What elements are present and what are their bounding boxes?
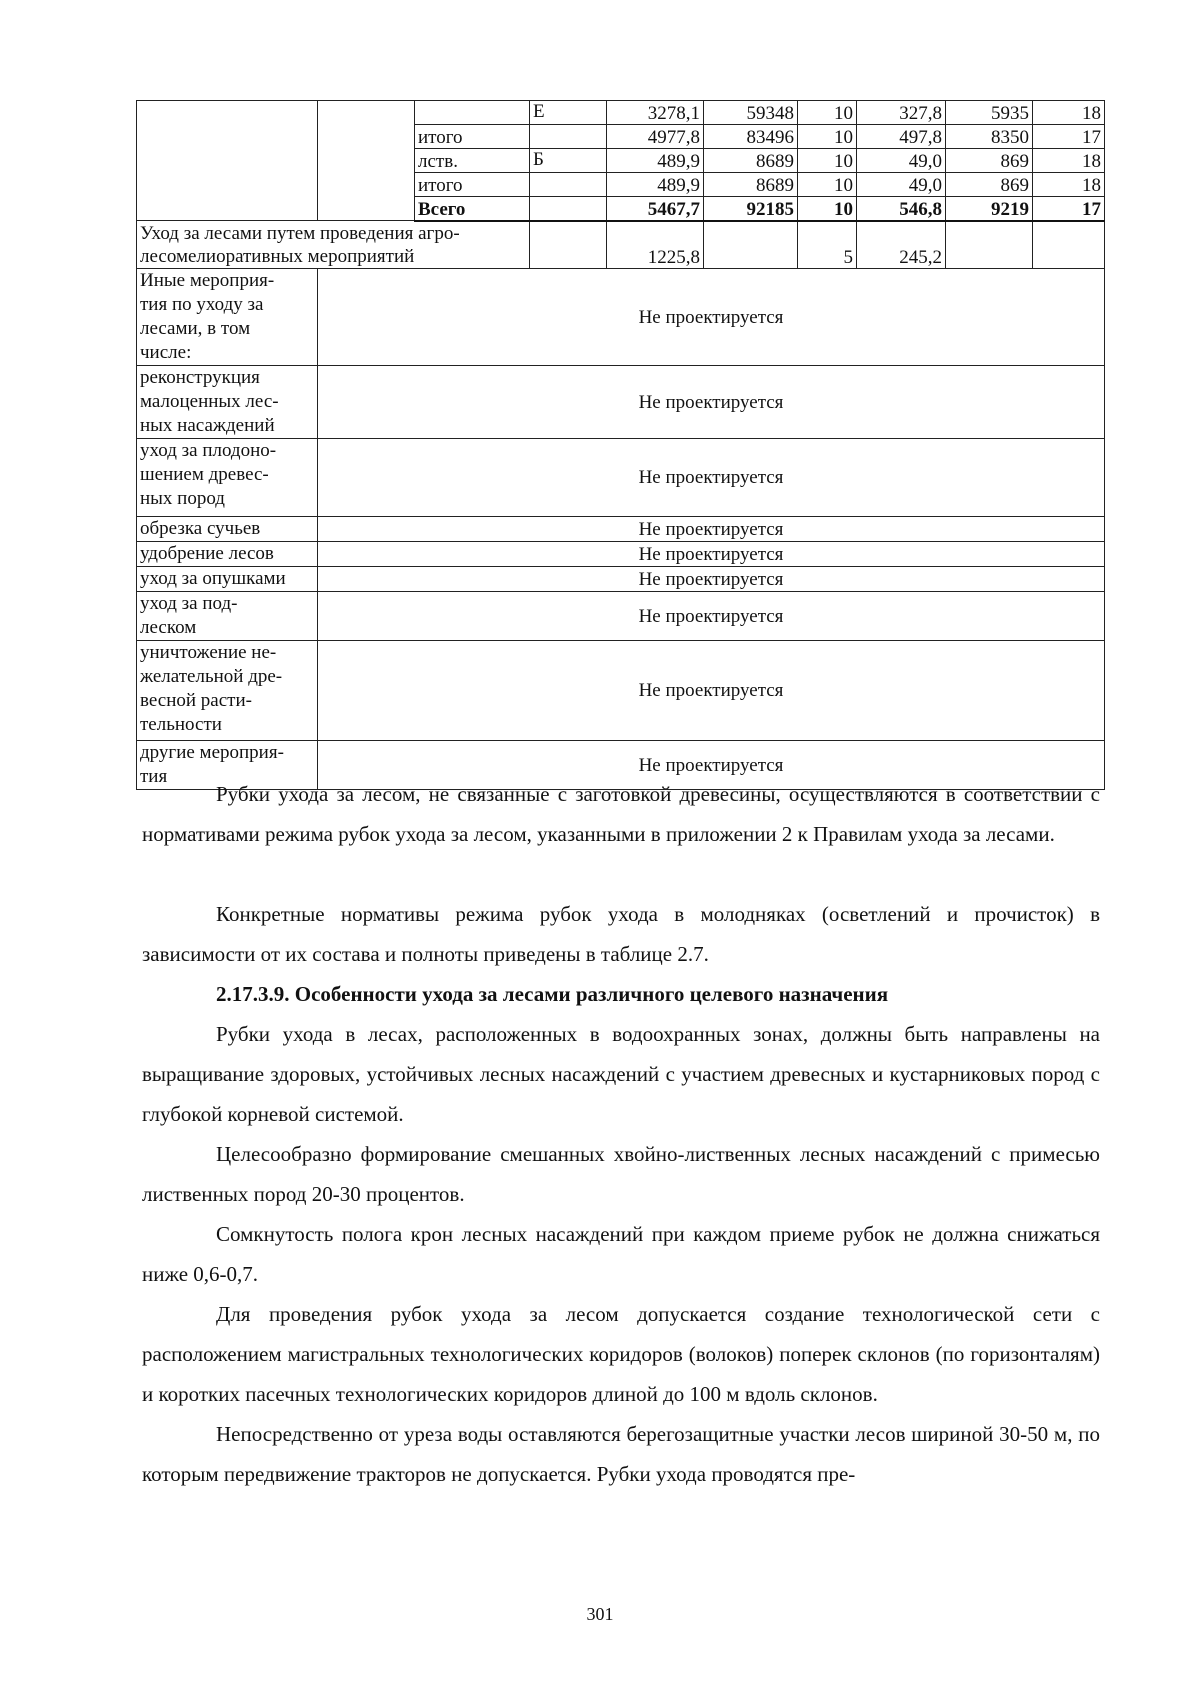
annual-area-cell: 49,0 bbox=[857, 173, 946, 197]
activity-label-cell: реконструкция малоценных лес- ных насаждений bbox=[137, 366, 318, 439]
activity-status-cell: Не проектируется bbox=[318, 592, 1105, 641]
table-row bbox=[137, 269, 1105, 366]
intensity-cell: 18 bbox=[1033, 173, 1105, 197]
period-cell: 10 bbox=[798, 197, 857, 221]
group-cell: итого bbox=[415, 125, 530, 149]
period-cell: 10 bbox=[798, 125, 857, 149]
activity-status-cell: Не проектируется bbox=[318, 542, 1105, 567]
activity-status-cell: Не проектируется bbox=[318, 567, 1105, 592]
activity-status-cell: Не проектируется bbox=[318, 269, 1105, 366]
table-row bbox=[137, 567, 1105, 592]
empty-cell bbox=[137, 101, 318, 221]
area-cell: 489,9 bbox=[607, 149, 704, 173]
species-cell: Е bbox=[530, 101, 607, 125]
volume-cell: 59348 bbox=[704, 101, 798, 125]
annual-area-cell: 49,0 bbox=[857, 149, 946, 173]
forest-care-table bbox=[136, 100, 1105, 790]
activity-label-cell: уничтожение не- желательной дре- весной расти- тельности bbox=[137, 641, 318, 741]
annual-area-cell: 245,2 bbox=[857, 221, 946, 269]
annual-area-cell: 327,8 bbox=[857, 101, 946, 125]
table-row bbox=[137, 542, 1105, 567]
annual-area-cell: 546,8 bbox=[857, 197, 946, 221]
period-cell: 10 bbox=[798, 173, 857, 197]
area-cell: 5467,7 bbox=[607, 197, 704, 221]
annual-volume-cell bbox=[946, 221, 1033, 269]
activity-label-cell: обрезка сучьев bbox=[137, 517, 318, 542]
area-cell: 4977,8 bbox=[607, 125, 704, 149]
table-row bbox=[137, 641, 1105, 741]
table-row bbox=[137, 517, 1105, 542]
activity-label-cell: Иные мероприя- тия по уходу за лесами, в том числе: bbox=[137, 269, 318, 366]
paragraph-7: Непосредственно от уреза воды оставляются берегозащитные участки лесов шириной 30-50 м, по которым передвижение тракторов не допускается. Рубки ухода проводятся пре- bbox=[142, 1422, 1100, 1486]
activity-status-cell: Не проектируется bbox=[318, 366, 1105, 439]
annual-volume-cell: 9219 bbox=[946, 197, 1033, 221]
intensity-cell: 17 bbox=[1033, 197, 1105, 221]
species-cell bbox=[530, 173, 607, 197]
volume-cell bbox=[704, 221, 798, 269]
activity-label-cell: уход за под- леском bbox=[137, 592, 318, 641]
species-cell bbox=[530, 221, 607, 269]
table-row bbox=[137, 221, 1105, 269]
empty-cell bbox=[318, 101, 415, 221]
volume-cell: 83496 bbox=[704, 125, 798, 149]
group-cell bbox=[415, 101, 530, 125]
annual-volume-cell: 8350 bbox=[946, 125, 1033, 149]
table-row bbox=[137, 592, 1105, 641]
period-cell: 10 bbox=[798, 149, 857, 173]
area-cell: 1225,8 bbox=[607, 221, 704, 269]
period-cell: 10 bbox=[798, 101, 857, 125]
paragraph-3: Рубки ухода в лесах, расположенных в водоохранных зонах, должны быть направлены на выращивание здоровых, устойчивых лесных насаждений с участием древесных и кустарниковых пород с глубокой корневой системой. bbox=[142, 1022, 1100, 1126]
paragraph-1: Рубки ухода за лесом, не связанные с заготовкой древесины, осуществляются в соответствии с нормативами режима рубок ухода за лесом, указанными в приложении 2 к Правилам ухода за лесами. bbox=[142, 782, 1100, 846]
species-cell: Б bbox=[530, 149, 607, 173]
group-cell: итого bbox=[415, 173, 530, 197]
annual-volume-cell: 5935 bbox=[946, 101, 1033, 125]
activity-label-cell: удобрение лесов bbox=[137, 542, 318, 567]
species-cell bbox=[530, 197, 607, 221]
area-cell: 489,9 bbox=[607, 173, 704, 197]
period-cell: 5 bbox=[798, 221, 857, 269]
table-row bbox=[137, 439, 1105, 517]
group-cell: Всего bbox=[415, 197, 530, 221]
agro-label-cell: Уход за лесами путем проведения агро- лесомелиоративных мероприятий bbox=[137, 221, 530, 269]
table-row bbox=[137, 101, 1105, 125]
activity-label-cell: другие мероприя- тия bbox=[137, 741, 318, 790]
intensity-cell: 17 bbox=[1033, 125, 1105, 149]
species-cell bbox=[530, 125, 607, 149]
table-row bbox=[137, 366, 1105, 439]
activity-status-cell: Не проектируется bbox=[318, 641, 1105, 741]
area-cell: 3278,1 bbox=[607, 101, 704, 125]
paragraph-6: Для проведения рубок ухода за лесом допускается создание технологической сети с расположением магистральных технологических коридоров (волоков) поперек склонов (по горизонталям) и коротких пасечных технологических коридоров длиной до 100 м вдоль склонов. bbox=[142, 1302, 1100, 1406]
activity-label-cell: уход за плодоно- шением древес- ных пород bbox=[137, 439, 318, 517]
page-number: 301 bbox=[586, 1604, 614, 1624]
volume-cell: 8689 bbox=[704, 173, 798, 197]
annual-area-cell: 497,8 bbox=[857, 125, 946, 149]
activity-status-cell: Не проектируется bbox=[318, 741, 1105, 790]
annual-volume-cell: 869 bbox=[946, 173, 1033, 197]
activity-label-cell: уход за опушками bbox=[137, 567, 318, 592]
annual-volume-cell: 869 bbox=[946, 149, 1033, 173]
intensity-cell bbox=[1033, 221, 1105, 269]
intensity-cell: 18 bbox=[1033, 149, 1105, 173]
volume-cell: 8689 bbox=[704, 149, 798, 173]
paragraph-5: Сомкнутость полога крон лесных насаждений при каждом приеме рубок не должна снижаться ниже 0,6-0,7. bbox=[142, 1222, 1100, 1286]
activity-status-cell: Не проектируется bbox=[318, 517, 1105, 542]
paragraph-2: Конкретные нормативы режима рубок ухода в молодняках (осветлений и прочисток) в зависимости от их состава и полноты приведены в таблице 2.7. bbox=[142, 902, 1100, 966]
section-heading: 2.17.3.9. Особенности ухода за лесами различного целевого назначения bbox=[216, 982, 889, 1006]
volume-cell: 92185 bbox=[704, 197, 798, 221]
group-cell: лств. bbox=[415, 149, 530, 173]
activity-status-cell: Не проектируется bbox=[318, 439, 1105, 517]
paragraph-4: Целесообразно формирование смешанных хвойно-лиственных лесных насаждений с примесью лиственных пород 20-30 процентов. bbox=[142, 1142, 1100, 1206]
intensity-cell: 18 bbox=[1033, 101, 1105, 125]
